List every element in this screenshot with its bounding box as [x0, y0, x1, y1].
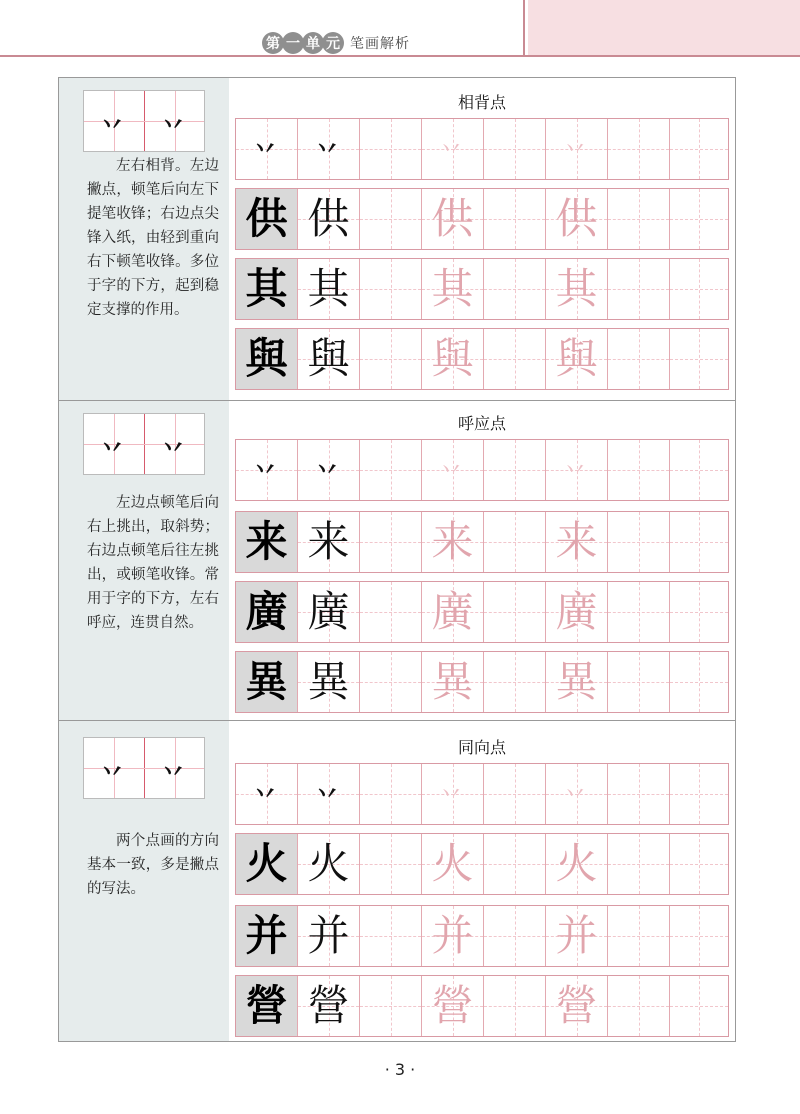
practice-cell[interactable] — [360, 582, 422, 642]
practice-cell[interactable] — [360, 834, 422, 894]
practice-cell[interactable] — [608, 189, 670, 249]
practice-cell[interactable] — [484, 329, 546, 389]
rubbing-cell: 来 — [236, 512, 298, 572]
model-cell: 其 — [298, 259, 360, 319]
rubbing-cell: 火 — [236, 834, 298, 894]
section-title: 同向点 — [457, 738, 506, 757]
practice-row-char — [235, 511, 729, 573]
practice-cell[interactable] — [484, 512, 546, 572]
practice-row-char — [235, 651, 729, 713]
practice-cell[interactable] — [608, 976, 670, 1036]
section-title: 相背点 — [457, 93, 506, 112]
trace-cell[interactable]: 并 — [422, 906, 484, 966]
practice-cell[interactable] — [608, 652, 670, 712]
trace-cell[interactable]: 營 — [422, 976, 484, 1036]
practice-cell[interactable] — [360, 906, 422, 966]
header-rule — [0, 55, 800, 57]
model-cell: 營 — [298, 976, 360, 1036]
practice-cell: 丷 — [298, 440, 360, 500]
practice-cell[interactable] — [360, 440, 422, 500]
model-cell: 與 — [298, 329, 360, 389]
model-cell: 并 — [298, 906, 360, 966]
model-cell: 廣 — [298, 582, 360, 642]
practice-cell[interactable] — [360, 189, 422, 249]
trace-cell[interactable]: 營 — [546, 976, 608, 1036]
unit-char: 元 — [322, 32, 344, 54]
practice-cell[interactable] — [608, 764, 670, 824]
model-cell: 来 — [298, 512, 360, 572]
practice-cell[interactable] — [670, 834, 728, 894]
trace-cell[interactable]: 并 — [546, 906, 608, 966]
practice-cell[interactable] — [670, 652, 728, 712]
practice-cell[interactable] — [484, 764, 546, 824]
section-tongxiang-dian — [59, 720, 735, 1041]
trace-cell[interactable]: 廣 — [422, 582, 484, 642]
unit-char: 第 — [262, 32, 284, 54]
trace-cell[interactable]: 丷 — [422, 119, 484, 179]
practice-cell[interactable] — [670, 329, 728, 389]
page-number: · 3 · — [384, 1060, 416, 1079]
practice-cell: 丷 — [236, 440, 298, 500]
trace-cell[interactable]: 異 — [422, 652, 484, 712]
practice-cell[interactable] — [360, 119, 422, 179]
practice-row-stroke — [235, 118, 729, 180]
practice-cell[interactable] — [670, 440, 728, 500]
practice-cell[interactable] — [608, 834, 670, 894]
practice-row-stroke — [235, 439, 729, 501]
stroke-sample-right: 丷 — [161, 110, 189, 139]
unit-char: 单 — [302, 32, 324, 54]
practice-cell[interactable] — [608, 440, 670, 500]
practice-cell[interactable] — [484, 976, 546, 1036]
practice-cell[interactable] — [670, 119, 728, 179]
section-title: 呼应点 — [457, 414, 506, 433]
stroke-description: 左右相背。左边撇点，顿笔后向左下提笔收锋；右边点尖锋入纸，由轻到重向右下顿笔收锋。多位于字的下方，起到稳定支撑的作用。 — [87, 158, 219, 318]
practice-cell[interactable] — [608, 906, 670, 966]
model-cell: 供 — [298, 189, 360, 249]
practice-cell[interactable] — [360, 976, 422, 1036]
stroke-sample-left: 丷 — [100, 433, 128, 462]
unit-label — [262, 32, 342, 54]
model-cell: 火 — [298, 834, 360, 894]
practice-cell[interactable] — [484, 189, 546, 249]
practice-cell[interactable] — [608, 119, 670, 179]
trace-cell[interactable]: 丷 — [422, 440, 484, 500]
practice-cell[interactable] — [360, 259, 422, 319]
practice-cell: 丷 — [236, 119, 298, 179]
practice-cell[interactable] — [484, 119, 546, 179]
trace-cell[interactable]: 来 — [546, 512, 608, 572]
trace-cell[interactable]: 其 — [546, 259, 608, 319]
practice-cell: 丷 — [298, 119, 360, 179]
header-accent-block — [528, 0, 800, 56]
trace-cell[interactable]: 丷 — [546, 764, 608, 824]
practice-cell[interactable] — [360, 329, 422, 389]
stroke-sample-box — [83, 413, 205, 475]
practice-cell[interactable] — [484, 582, 546, 642]
rubbing-cell: 并 — [236, 906, 298, 966]
trace-cell[interactable]: 異 — [546, 652, 608, 712]
trace-cell[interactable]: 来 — [422, 512, 484, 572]
trace-cell[interactable]: 丷 — [422, 764, 484, 824]
stroke-sample-left: 丷 — [100, 757, 128, 786]
trace-cell[interactable]: 火 — [546, 834, 608, 894]
practice-cell[interactable] — [484, 834, 546, 894]
practice-cell[interactable] — [360, 652, 422, 712]
practice-cell[interactable] — [608, 512, 670, 572]
practice-row-char — [235, 833, 729, 895]
practice-row-char — [235, 975, 729, 1037]
rubbing-cell: 異 — [236, 652, 298, 712]
practice-cell[interactable] — [608, 582, 670, 642]
stroke-sample-box — [83, 737, 205, 799]
header-title — [262, 32, 410, 54]
rubbing-cell: 營 — [236, 976, 298, 1036]
stroke-description: 两个点画的方向基本一致，多是撇点的写法。 — [87, 833, 219, 897]
practice-cell[interactable] — [360, 764, 422, 824]
section-xiangbei-dian — [59, 78, 735, 400]
practice-cell[interactable] — [670, 764, 728, 824]
trace-cell[interactable]: 丷 — [546, 119, 608, 179]
stroke-sample-right: 丷 — [161, 433, 189, 462]
rubbing-cell: 與 — [236, 329, 298, 389]
practice-row-char — [235, 188, 729, 250]
trace-cell[interactable]: 丷 — [546, 440, 608, 500]
rubbing-cell: 廣 — [236, 582, 298, 642]
stroke-sample-left: 丷 — [100, 110, 128, 139]
trace-cell[interactable]: 供 — [422, 189, 484, 249]
practice-row-char — [235, 258, 729, 320]
header-divider — [523, 0, 525, 56]
practice-cell[interactable] — [608, 259, 670, 319]
practice-cell[interactable] — [484, 652, 546, 712]
section-huying-dian — [59, 400, 735, 720]
practice-cell: 丷 — [236, 764, 298, 824]
practice-cell[interactable] — [608, 329, 670, 389]
trace-cell[interactable]: 與 — [546, 329, 608, 389]
practice-cell[interactable] — [670, 976, 728, 1036]
practice-cell[interactable] — [484, 440, 546, 500]
practice-row-char — [235, 905, 729, 967]
practice-cell[interactable] — [484, 259, 546, 319]
trace-cell[interactable]: 火 — [422, 834, 484, 894]
practice-row-char — [235, 581, 729, 643]
practice-row-char — [235, 328, 729, 390]
trace-cell[interactable]: 供 — [546, 189, 608, 249]
stroke-sample-box — [83, 90, 205, 152]
chapter-subtitle: 笔画解析 — [350, 36, 410, 52]
practice-row-stroke — [235, 763, 729, 825]
practice-cell[interactable] — [670, 259, 728, 319]
practice-cell: 丷 — [298, 764, 360, 824]
practice-cell[interactable] — [670, 906, 728, 966]
practice-cell[interactable] — [670, 189, 728, 249]
trace-cell[interactable]: 廣 — [546, 582, 608, 642]
stroke-description: 左边点顿笔后向右上挑出，取斜势；右边点顿笔后往左挑出，或顿笔收锋。常用于字的下方，左右呼应，连贯自然。 — [87, 495, 219, 631]
stroke-sample-right: 丷 — [161, 757, 189, 786]
rubbing-cell: 供 — [236, 189, 298, 249]
trace-cell[interactable]: 與 — [422, 329, 484, 389]
exercise-frame — [58, 77, 736, 1042]
practice-cell[interactable] — [670, 582, 728, 642]
trace-cell[interactable]: 其 — [422, 259, 484, 319]
practice-cell[interactable] — [484, 906, 546, 966]
rubbing-cell: 其 — [236, 259, 298, 319]
unit-char: 一 — [282, 32, 304, 54]
practice-cell[interactable] — [360, 512, 422, 572]
practice-cell[interactable] — [670, 512, 728, 572]
model-cell: 異 — [298, 652, 360, 712]
